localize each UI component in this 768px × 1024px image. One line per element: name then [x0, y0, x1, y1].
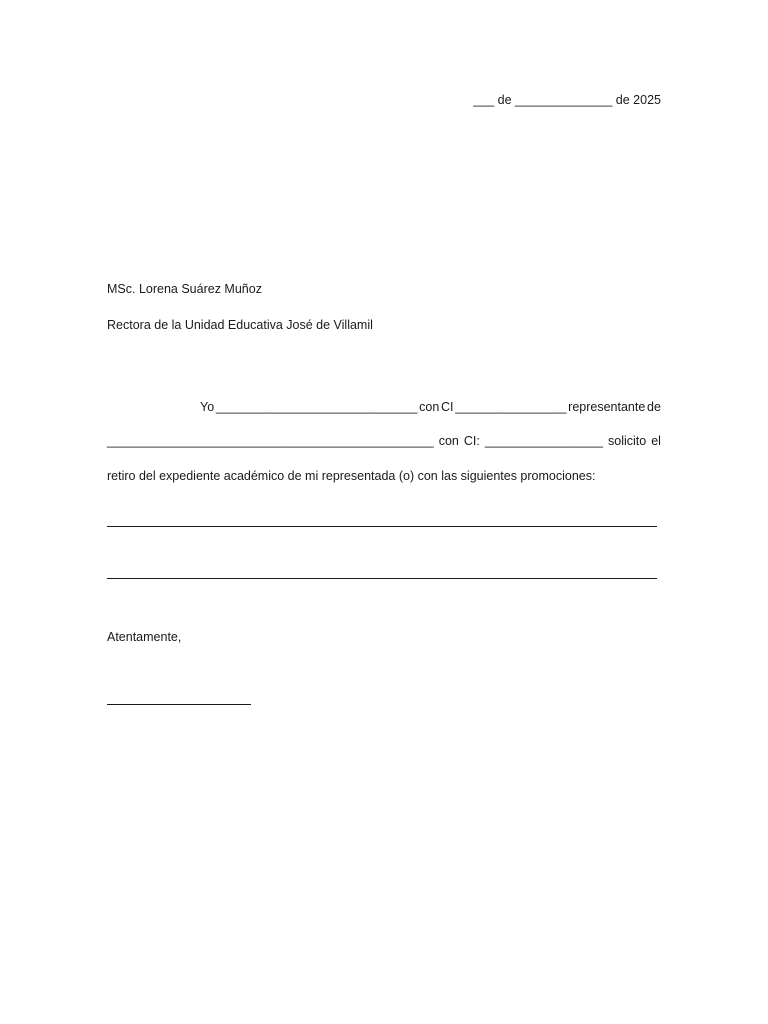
name-blank: _____________________________ — [215, 400, 418, 414]
word: Yo — [200, 400, 215, 414]
word: CI: — [463, 434, 480, 448]
ci-blank: ________________ — [455, 400, 567, 414]
student-ci-blank: _________________ — [484, 434, 604, 448]
closing: Atentamente, — [107, 630, 182, 644]
body-paragraph-line-2 — [107, 433, 661, 449]
word: con — [419, 400, 440, 414]
body-paragraph-line-3: retiro del expediente académico de mi representada (o) con las siguientes promociones: — [107, 469, 596, 483]
body-paragraph-line-1 — [107, 399, 661, 415]
promotions-blank-line-1 — [107, 526, 657, 527]
recipient-name: MSc. Lorena Suárez Muñoz — [107, 282, 262, 296]
date-line: ___ de ______________ de 2025 — [473, 93, 661, 107]
word: de — [647, 400, 661, 414]
word: representante — [568, 400, 646, 414]
recipient-title: Rectora de la Unidad Educativa José de Villamil — [107, 318, 373, 332]
signature-line — [107, 704, 251, 705]
word: CI — [441, 400, 454, 414]
word: el — [651, 434, 661, 448]
word: solicito — [608, 434, 647, 448]
promotions-blank-line-2 — [107, 578, 657, 579]
student-name-blank: _______________________________________________ — [107, 434, 434, 448]
word: con — [438, 434, 459, 448]
